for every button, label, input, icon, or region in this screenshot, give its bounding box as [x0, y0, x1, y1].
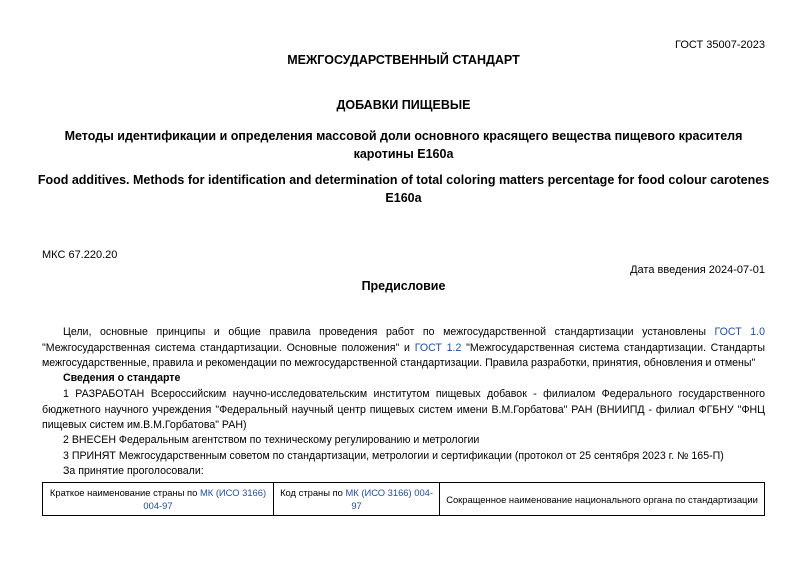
header-country-code	[274, 483, 440, 516]
preface-text-part3: "Межгосударственная система стандартизации. Стандарты межгосударственные, правила и рекомендации по межгосударственной стандартизации. Правила разработки, принятия, обновления и отмены"	[42, 341, 765, 370]
intro-date: Дата введения 2024-07-01	[630, 264, 765, 276]
developer-item: 1 РАЗРАБОТАН Всероссийским научно-исследовательским институтом пищевых добавок - филиалом Федерального государственного бюджетного научного учреждения "Федеральный научный центр пищевых систем имени В.М.Горбатова" РАН (ВНИИПД - филиал ФГБНУ "ФНЦ пищевых систем им.В.М.Горбатова" РАН)	[42, 388, 765, 432]
standard-type-heading: МЕЖГОСУДАРСТВЕННЫЙ СТАНДАРТ	[287, 53, 520, 67]
gost-1-0-link[interactable]: ГОСТ 1.0	[714, 326, 765, 338]
country-name-label: Краткое наименование страны по	[49, 487, 200, 498]
adoption-item: 3 ПРИНЯТ Межгосударственным советом по стандартизации, метрологии и сертификации (протокол от 25 сентября 2023 г. № 165-П)	[63, 450, 724, 462]
preface-heading: Предисловие	[361, 279, 446, 293]
document-title: ДОБАВКИ ПИЩЕВЫЕ	[336, 98, 471, 112]
preface-text-part2: "Межгосударственная система стандартизации. Основные положения" и	[42, 341, 415, 354]
subtitle-english: Food additives. Methods for identification and determination of total coloring matters percentage for food colour carotenes E160a	[37, 173, 770, 205]
subtitle-russian: Методы идентификации и определения массовой доли основного красящего вещества пищевого красителя каротины Е160а	[64, 129, 743, 161]
mks-code: МКС 67.220.20	[42, 249, 118, 261]
header-national-body: Сокращенное наименование национального органа по стандартизации	[440, 483, 765, 516]
header-country-name	[43, 483, 274, 516]
gost-1-2-link[interactable]: ГОСТ 1.2	[414, 341, 462, 354]
table-header-row	[43, 483, 765, 516]
preface-text-part1: Цели, основные принципы и общие правила проведения работ по межгосударственной стандартизации установлены	[63, 326, 715, 338]
country-code-label: Код страны по	[280, 487, 346, 498]
preface-paragraph	[42, 325, 765, 372]
document-id: ГОСТ 35007-2023	[675, 39, 765, 51]
voting-countries-table	[42, 482, 765, 516]
mk-iso-code-link[interactable]: МК (ИСО 3166) 004-97	[345, 487, 434, 511]
standard-info-heading: Сведения о стандарте	[63, 372, 181, 384]
mk-iso-link[interactable]: МК (ИСО 3166) 004-97	[143, 487, 267, 511]
submitter-item: 2 ВНЕСЕН Федеральным агентством по техническому регулированию и метрологии	[63, 434, 480, 446]
voted-label: За принятие проголосовали:	[63, 465, 204, 477]
